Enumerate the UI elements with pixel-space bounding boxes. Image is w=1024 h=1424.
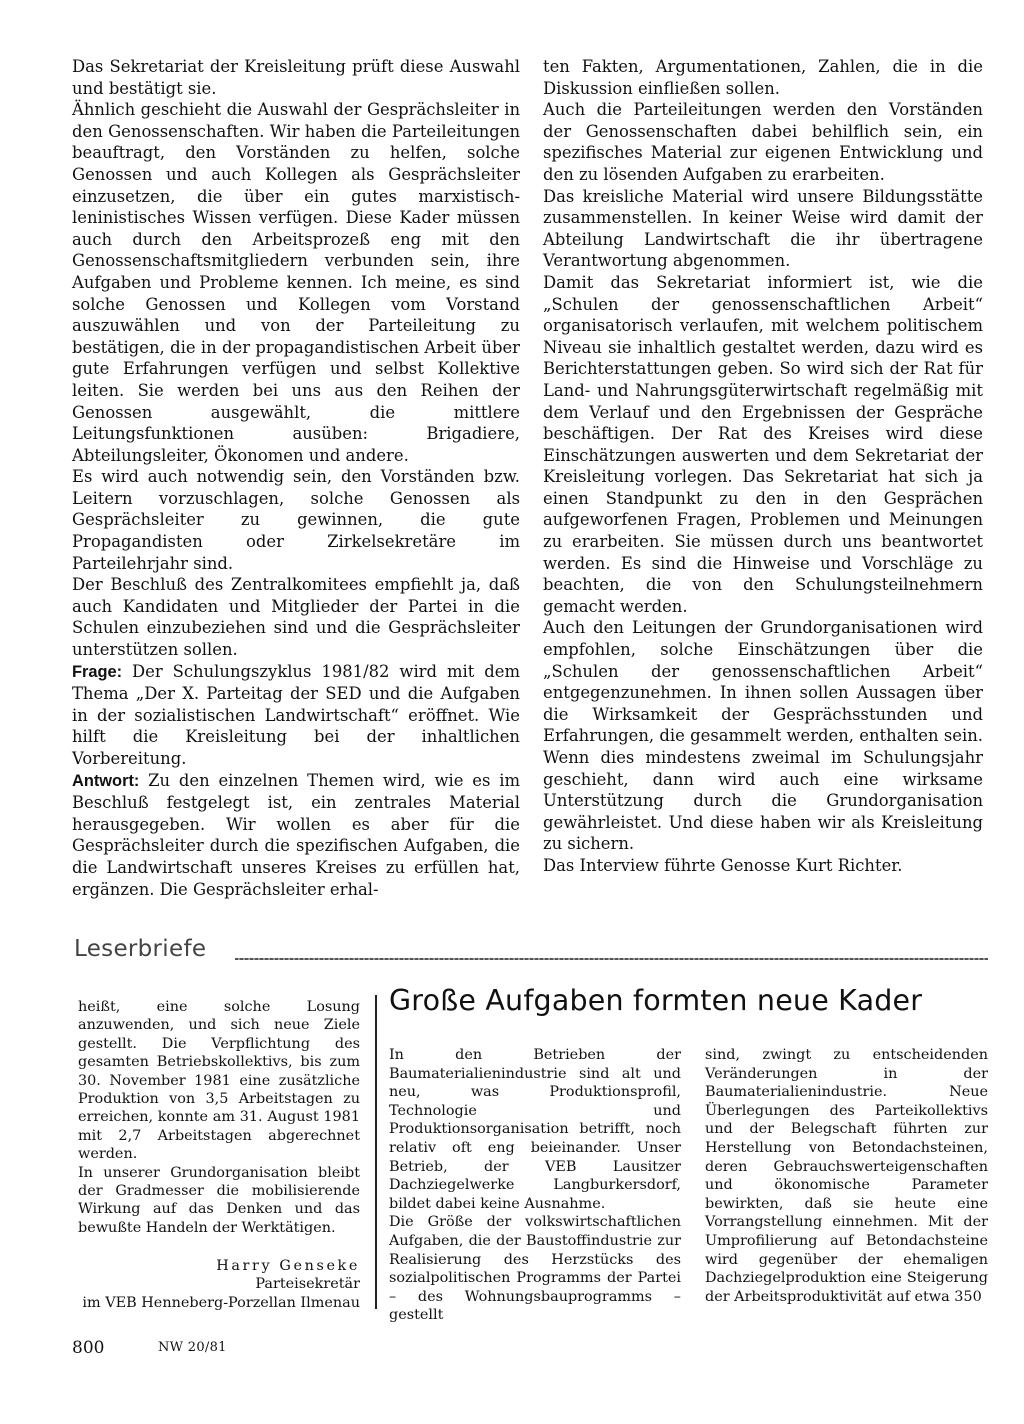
article-column-2 bbox=[705, 1046, 988, 1306]
letter-signature bbox=[78, 1257, 360, 1312]
paragraph: Es wird auch notwendig sein, den Vorständen bzw. Leitern vorzuschlagen, solche Genossen als Gesprächsleiter zu gewinnen, die gute Propagandisten oder Zirkelsekretäre im Parteilehrjahr sind. bbox=[72, 467, 520, 573]
paragraph: ten Fakten, Argumentationen, Zahlen, die in die Diskussion einfließen sollen. bbox=[543, 57, 983, 98]
answer-paragraph bbox=[72, 770, 520, 901]
reader-letter bbox=[78, 998, 360, 1237]
section-rubric bbox=[74, 936, 988, 972]
author-name: Harry Genseke bbox=[216, 1258, 360, 1274]
section-title: Leserbriefe bbox=[74, 936, 207, 962]
article-column-1 bbox=[389, 1046, 681, 1325]
page-number: 800 bbox=[72, 1338, 105, 1358]
question-label: Frage: bbox=[72, 662, 123, 681]
paragraph: In unserer Grundorganisation bleibt der Gradmesser die mobilisierende Wirkung auf das Denken und das bewußte Handeln der Werktätigen. bbox=[78, 1164, 360, 1236]
paragraph: Die Größe der volkswirtschaftlichen Aufgaben, die der Baustoffindustrie zur Realisierung des Herzstücks des sozialpolitischen Programms der Partei – des Wohnungsbauprogramms – gestellt bbox=[389, 1214, 681, 1324]
question-paragraph bbox=[72, 661, 520, 770]
paragraph: heißt, eine solche Losung anzuwenden, und sich neue Ziele gestellt. Die Verpflichtung des gesamten Betriebskollektivs, bis zum 30. November 1981 eine zusätzliche Produktion von 3,5 Arbeitstagen zu erreichen, konnte am 31. August 1981 mit 2,7 Arbeitstagen abgerechnet werden. bbox=[78, 999, 360, 1163]
answer-text: Zu den einzelnen Themen wird, wie es im Beschluß festgelegt ist, ein zentrales Material herausgegeben. Wir wollen es aber für die Gesprächsleiter durch die spezifischen Aufgaben, die die Landwirtschaft unseres Kreises zu erfüllen hat, ergänzen. Die Gesprächsleiter erhal- bbox=[72, 770, 520, 899]
author-organization: im VEB Henneberg-Porzellan Ilmenau bbox=[82, 1294, 360, 1311]
paragraph: Der Beschluß des Zentralkomitees empfiehlt ja, daß auch Kandidaten und Mitglieder der Partei in die Schulen einzubeziehen sind und die Gesprächsleiter unterstützen sollen. bbox=[72, 575, 520, 660]
issue-label: NW 20/81 bbox=[158, 1340, 227, 1355]
paragraph: Damit das Sekretariat informiert ist, wie die „Schulen der genossenschaftlichen Arbeit“ organisatorisch verlaufen, mit welchem politischem Niveau sie inhaltlich gestaltet werden, dazu wird es Berichterstattungen geben. So wird sich der Rat für Land- und Nahrungsgüterwirtschaft regelmäßig mit dem Verlauf und den Ergebnissen der Gespräche beschäftigen. Der Rat des Kreises wird diese Einschätzungen auswerten und dem Sekretariat der Kreisleitung vorlegen. Das Sekretariat hat sich ja einen Standpunkt zu den in den Gesprächen aufgeworfenen Fragen, Problemen und Meinungen zu erarbeiten. Sie müssen durch uns beantwortet werden. Es sind die Hinweise und Vorschläge zu beachten, die von den Schulungsteilnehmern gemacht werden. bbox=[543, 272, 983, 616]
paragraph: In den Betrieben der Baumaterialienindustrie sind alt und neu, was Produktionsprofil, Technologie und Produktionsorganisation betrifft, noch relativ oft eng beieinander. Unser Betrieb, der VEB Lausitzer Dachziegelwerke Langburkersdorf, bildet dabei keine Ausnahme. bbox=[389, 1047, 681, 1212]
article-headline: Große Aufgaben formten neue Kader bbox=[389, 984, 923, 1017]
interview-credit: Das Interview führte Genosse Kurt Richter. bbox=[543, 855, 903, 875]
paragraph: Ähnlich geschieht die Auswahl der Gesprächsleiter in den Genossenschaften. Wir haben die Parteileitungen beauftragt, den Vorständen zu helfen, solche Genossen und auch Kollegen als Gesprächsleiter einzusetzen, die über ein gutes marxistisch-leninistisches Wissen verfügen. Diese Kader müssen auch durch den Arbeitsprozeß eng mit den Genossenschaftsmitgliedern verbunden sein, ihre Aufgaben und Probleme kennen. Ich meine, es sind solche Genossen und Kollegen vom Vorstand auszuwählen und von der Parteileitung zu bestätigen, die in der propagandistischen Arbeit über gute Erfahrungen verfügen und selbst Kollektive leiten. Sie werden bei uns aus den Reihen der Genossen ausgewählt, die mittlere Leitungsfunktionen ausüben: Brigadiere, Abteilungsleiter, Ökonomen und andere. bbox=[72, 100, 520, 465]
answer-label: Antwort: bbox=[72, 771, 140, 790]
paragraph: Auch die Parteileitungen werden den Vorständen der Genossenschaften dabei behilflich sein, ein spezifisches Material zur eigenen Entwicklung und den zu lösenden Aufgaben zu erarbeiten. bbox=[543, 100, 983, 184]
interview-column-1 bbox=[72, 56, 520, 900]
column-divider bbox=[375, 995, 377, 1309]
paragraph: sind, zwingt zu entscheidenden Veränderungen in der Baumaterialienindustrie. Neue Überlegungen des Parteikollektivs und der Belegschaft führten zur Herstellung von Betondachsteinen, deren Gebrauchswerteigenschaften und ökonomische Parameter bewirkten, daß sie heute eine Vorrangstellung einnehmen. Mit der Umprofilierung auf Betondachsteine wird gegenüber der ehemaligen Dachziegelproduktion eine Steigerung der Arbeitsproduktivität auf etwa 350 bbox=[705, 1047, 988, 1305]
section-rule bbox=[235, 958, 988, 960]
interview-column-2 bbox=[543, 56, 983, 877]
author-role: Parteisekretär bbox=[255, 1276, 360, 1293]
question-text: Der Schulungszyklus 1981/82 wird mit dem Thema „Der X. Parteitag der SED und die Aufgaben in der sozialistischen Landwirtschaft“ eröffnet. Wie hilft die Kreisleitung bei der inhaltlichen Vorbereitung. bbox=[72, 661, 520, 768]
paragraph: Auch den Leitungen der Grundorganisationen wird empfohlen, solche Einschätzungen über die „Schulen der genossenschaftlichen Arbeit“ entgegenzunehmen. In ihnen sollen Aussagen über die Wirksamkeit der Gesprächsstunden und Erfahrungen, die gesammelt werden, enthalten sein. Wenn dies mindestens zweimal im Schulungsjahr geschieht, dann wird auch eine wirksame Unterstützung durch die Grundorganisation gewährleistet. Und diese haben wir als Kreisleitung zu sichern. bbox=[543, 618, 983, 854]
paragraph: Das Sekretariat der Kreisleitung prüft diese Auswahl und bestätigt sie. bbox=[72, 57, 520, 98]
paragraph: Das kreisliche Material wird unsere Bildungsstätte zusammenstellen. In keiner Weise wird damit der Abteilung Landwirtschaft die ihr übertragene Verantwortung abgenommen. bbox=[543, 186, 983, 271]
